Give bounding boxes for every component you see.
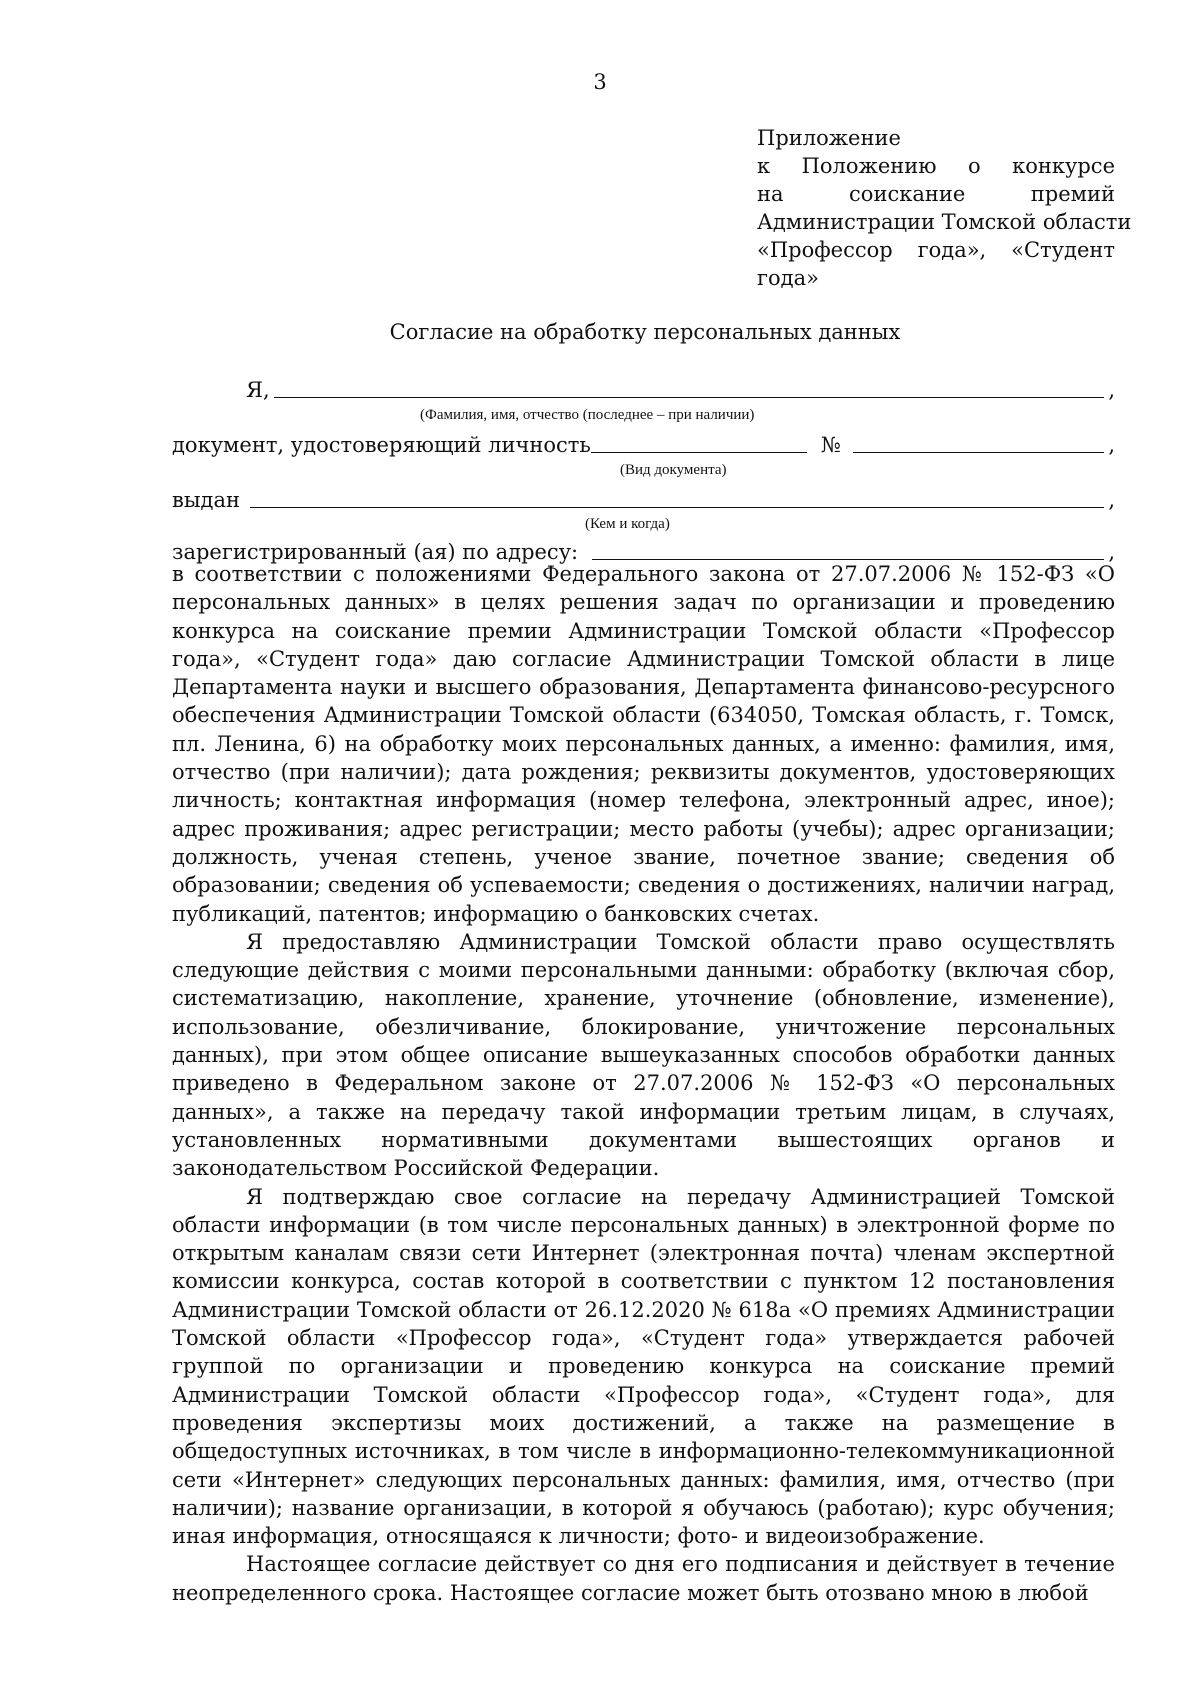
appendix-line: Администрации Томской области (757, 210, 1132, 234)
address-field-label: зарегистрированный (ая) по адресу: (172, 540, 579, 564)
appendix-header (757, 124, 1132, 292)
name-field-label: Я, (246, 378, 270, 402)
issued-field-label: выдан (172, 488, 240, 512)
issued-field-hint: (Кем и когда) (585, 516, 670, 532)
consent-paragraph: Я предоставляю Администрации Томской области право осуществлять следующие действия с моими персональными данными: обработку (включая сбор, систематизацию, накопление, хранение, уточнение (обновление, изменение), использование, обезличивание, блокирование, уничтожение персональных данных), при этом общее описание вышеуказанных способов обработки данных приведено в Федеральном законе от 27.07.2006 № 152-ФЗ «О персональных данных», а также на передачу такой информации третьим лицам, в случаях, установленных нормативными документами вышестоящих органов и законодательством Российской Федерации. (172, 929, 1115, 1181)
document-field-label: документ, удостоверяющий личность (172, 433, 591, 457)
page-number: 3 (593, 70, 607, 94)
consent-body (172, 560, 1115, 1607)
document-field-row (172, 427, 1115, 457)
consent-paragraph: в соответствии с положениями Федерального закона от 27.07.2006 № 152-ФЗ «О персональных данных» в целях решения задач по организации и проведению конкурса на соискание премии Администрации Томской области «Профессор года», «Студент года» даю согласие Администрации Томской области в лице Департамента науки и высшего образования, Департамента финансово-ресурсного обеспечения Администрации Томской области (634050, Томская область, г. Томск, пл. Ленина, 6) на обработку моих персональных данных, а именно: фамилия, имя, отчество (при наличии); дата рождения; реквизиты документов, удостоверяющих личность; контактная информация (номер телефона, электронный адрес, иное); адрес проживания; адрес регистрации; место работы (учебы); адрес организации; должность, ученая степень, ученое звание, почетное звание; сведения об образовании; сведения об успеваемости; сведения о достижениях, наличии наград, публикаций, патентов; информацию о банковских счетах. (172, 562, 1115, 926)
document-title: Согласие на обработку персональных данных (389, 320, 901, 344)
comma: , (1108, 378, 1115, 402)
consent-paragraph: Я подтверждаю свое согласие на передачу Администрацией Томской области информации (в том числе персональных данных) в электронной форме по открытым каналам связи сети Интернет (электронная почта) членам экспертной комиссии конкурса, состав которой в соответствии с пунктом 12 постановления Администрации Томской области от 26.12.2020 № 618а «О премиях Администрации Томской области «Профессор года», «Студент года» утверждается рабочей группой по организации и проведению конкурса на соискание премий Администрации Томской области «Профессор года», «Студент года», для проведения экспертизы моих достижений, а также на размещение в общедоступных источниках, в том числе в информационно-телекоммуникационной сети «Интернет» следующих персональных данных: фамилия, имя, отчество (при наличии); название организации, в которой я обучаюсь (работаю); курс обучения; иная информация, относящаяся к личности; фото- и видеоизображение. (172, 1184, 1115, 1549)
consent-paragraph: Настоящее согласие действует со дня его подписания и действует в течение неопределенного срока. Настоящее согласие может быть отозвано мною в любой (172, 1552, 1115, 1605)
name-field-row (172, 372, 1115, 402)
appendix-line: «Профессор года», «Студент (757, 238, 1115, 262)
document-number-blank[interactable] (853, 430, 1105, 453)
comma: , (1108, 488, 1115, 512)
appendix-line: Приложение (757, 126, 901, 150)
name-field-blank[interactable] (274, 375, 1105, 398)
comma: , (1108, 540, 1115, 564)
issued-field-row (172, 482, 1115, 512)
appendix-line: к Положению о конкурсе (757, 154, 1115, 178)
comma: , (1108, 433, 1115, 457)
name-field-hint: (Фамилия, имя, отчество (последнее – при наличии) (420, 407, 755, 423)
appendix-line: года» (757, 266, 819, 290)
document-type-blank[interactable] (591, 430, 807, 453)
number-sign: № (820, 433, 841, 457)
issued-field-blank[interactable] (250, 485, 1104, 508)
appendix-line: на соискание премий (757, 182, 1115, 206)
address-field-blank[interactable] (592, 537, 1104, 560)
document-type-hint: (Вид документа) (620, 462, 727, 478)
